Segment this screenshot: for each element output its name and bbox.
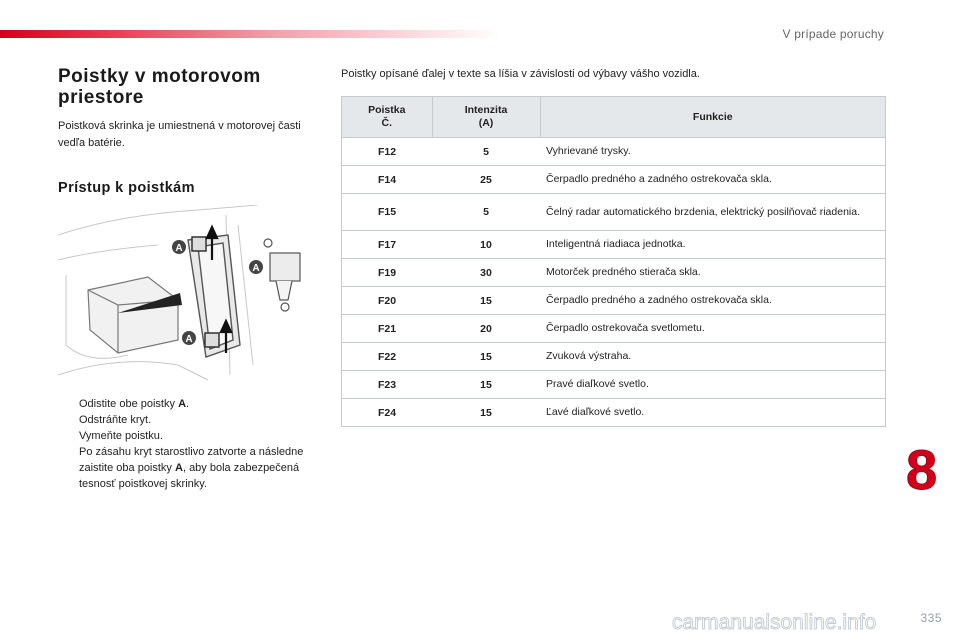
- header-fuse-number: Poistka Č.: [342, 97, 433, 138]
- header-amperage: Intenzita (A): [432, 97, 540, 138]
- table-row: F22 15 Zvuková výstraha.: [342, 343, 886, 371]
- callout-a-right: [249, 260, 263, 274]
- table-header-row: [342, 97, 886, 138]
- header-function: Funkcie: [540, 97, 886, 138]
- svg-text:A: A: [252, 263, 260, 274]
- equipment-note: Poistky opísané ďalej v texte sa líšia v závislosti od výbavy vášho vozidla.: [341, 68, 700, 80]
- svg-text:A: A: [175, 243, 183, 254]
- intro-paragraph: Poistková skrinka je umiestnená v motorovej časti vedľa batérie.: [58, 120, 301, 149]
- chapter-number: 8: [906, 438, 938, 501]
- list-item: Po zásahu kryt starostlivo zatvorte a následne zaistite oba poistky A, aby bola zabezpečená tesnosť poistkovej skrinky.: [79, 446, 304, 490]
- table-row: F15 5 Čelný radar automatického brzdenia, elektrický posilňovač riadenia.: [342, 194, 886, 231]
- svg-text:carmanualsonline.info: carmanualsonline.info: [672, 611, 877, 634]
- watermark-logo: [672, 607, 944, 635]
- table-row: F19 30 Motorček predného stierača skla.: [342, 259, 886, 287]
- step-list: [58, 396, 318, 492]
- page-title: Poistky v motorovom priestore: [58, 66, 261, 108]
- list-item: Vymeňte poistku.: [79, 430, 163, 442]
- svg-text:A: A: [185, 334, 193, 345]
- fuse-box-illustration: [58, 205, 314, 387]
- callout-a-bottom: [182, 331, 196, 345]
- callout-a-top: [172, 240, 186, 254]
- table-row: F20 15 Čerpadlo predného a zadného ostrekovača skla.: [342, 287, 886, 315]
- section-header: V prípade poruchy: [782, 27, 884, 41]
- list-item: Odstráňte kryt.: [79, 414, 152, 426]
- table-row: F24 15 Ľavé diaľkové svetlo.: [342, 399, 886, 427]
- table-row: F17 10 Inteligentná riadiaca jednotka.: [342, 231, 886, 259]
- table-row: F14 25 Čerpadlo predného a zadného ostrekovača skla.: [342, 166, 886, 194]
- table-row: F12 5 Vyhrievané trysky.: [342, 138, 886, 166]
- chapter-color-bar: [0, 30, 500, 38]
- page-number: 335: [920, 611, 942, 625]
- table-row: F23 15 Pravé diaľkové svetlo.: [342, 371, 886, 399]
- table-row: F21 20 Čerpadlo ostrekovača svetlometu.: [342, 315, 886, 343]
- subsection-title: Prístup k poistkám: [58, 180, 195, 196]
- fuse-table: [341, 96, 886, 427]
- list-item: Odistite obe poistky A.: [79, 398, 190, 410]
